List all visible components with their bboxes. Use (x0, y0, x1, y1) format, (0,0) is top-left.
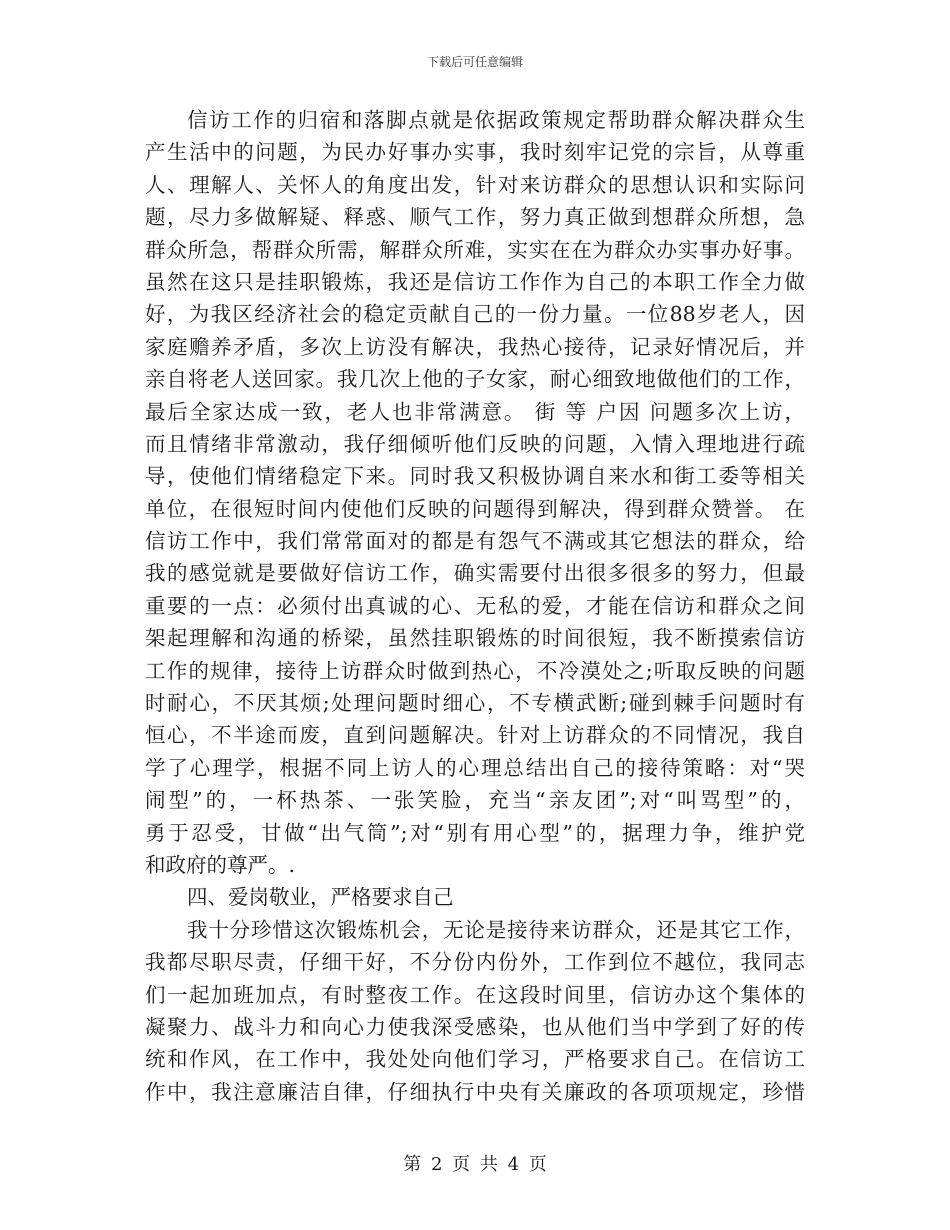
text-line: 家庭赡养矛盾，多次上访没有解决，我热心接待，记录好情况后，并 (145, 334, 805, 359)
text-line: 信访工作中，我们常常面对的都是有怨气不满或其它想法的群众，给 (145, 529, 805, 554)
text-line: 而且情绪非常激动，我仔细倾听他们反映的问题，入情入理地进行疏 (145, 431, 805, 456)
text-line: 信访工作的归宿和落脚点就是依据政策规定帮助群众解决群众生 (187, 108, 805, 132)
text-line: 人、理解人、关怀人的角度出发，针对来访群众的思想认识和实际问 (145, 172, 805, 197)
text-line: 统和作风，在工作中，我处处向他们学习，严格要求自己。在信访工 (145, 1047, 805, 1072)
text-line: 我的感觉就是要做好信访工作，确实需要付出很多很多的努力，但最 (145, 561, 805, 586)
text-line: 我都尽职尽责，仔细干好，不分份内份外，工作到位不越位，我同志 (145, 950, 805, 975)
page-number: 第 2 页 共 4 页 (403, 1154, 547, 1175)
text-line: 最后全家达成一致，老人也非常满意。 街 等 户因 问题多次上访， (145, 399, 805, 424)
text-line: 勇于忍受，甘做“出气筒”;对“别有用心型”的，据理力争，维护党 (145, 820, 805, 845)
text-line: 群众所急，帮群众所需，解群众所难，实实在在为群众办实事办好事。 (145, 237, 805, 262)
text-line: 导，使他们情绪稳定下来。同时我又积极协调自来水和街工委等相关 (145, 464, 805, 489)
document-body (145, 104, 805, 1108)
text-line: 亲自将老人送回家。我几次上他的子女家，耐心细致地做他们的工作， (145, 367, 805, 392)
text-line: 我十分珍惜这次锻炼机会，无论是接待来访群众，还是其它工作， (187, 917, 805, 942)
text-line: 工作的规律，接待上访群众时做到热心，不冷漠处之;听取反映的问题 (145, 658, 805, 683)
text-line: 产生活中的问题，为民办好事办实事，我时刻牢记党的宗旨，从尊重 (145, 140, 805, 165)
text-line: 好，为我区经济社会的稳定贡献自己的一份力量。一位88岁老人，因 (145, 302, 805, 327)
text-line: 单位，在很短时间内使他们反映的问题得到解决，得到群众赞誉。 在 (145, 496, 805, 521)
text-line: 重要的一点：必须付出真诚的心、无私的爱，才能在信访和群众之间 (145, 593, 805, 618)
text-line: 恒心，不半途而废，直到问题解决。针对上访群众的不同情况，我自 (145, 723, 805, 748)
text-line: 虽然在这只是挂职锻炼，我还是信访工作作为自己的本职工作全力做 (145, 269, 805, 294)
text-line: 架起理解和沟通的桥梁，虽然挂职锻炼的时间很短，我不断摸索信访 (145, 626, 805, 651)
page-header: 下载后可任意编辑 (426, 55, 523, 69)
text-line: 闹型”的，一杯热茶、一张笑脸，充当“亲友团”;对“叫骂型”的， (145, 788, 805, 813)
text-line: 作中，我注意廉洁自律，仔细执行中央有关廉政的各项项规定，珍惜 (145, 1079, 805, 1104)
text-line: 凝聚力、战斗力和向心力使我深受感染，也从他们当中学到了好的传 (145, 1014, 805, 1039)
text-line: 时耐心，不厌其烦;处理问题时细心，不专横武断;碰到棘手问题时有 (145, 691, 805, 716)
text-line: 们一起加班加点，有时整夜工作。在这段时间里，信访办这个集体的 (145, 982, 805, 1007)
text-line: 学了心理学，根据不同上访人的心理总结出自己的接待策略：对“哭 (145, 755, 805, 780)
text-line: 题，尽力多做解疑、释惑、顺气工作，努力真正做到想群众所想，急 (145, 205, 805, 230)
text-line: 四、爱岗敬业，严格要求自己 (187, 885, 454, 910)
text-line: 和政府的尊严。. (145, 852, 296, 877)
